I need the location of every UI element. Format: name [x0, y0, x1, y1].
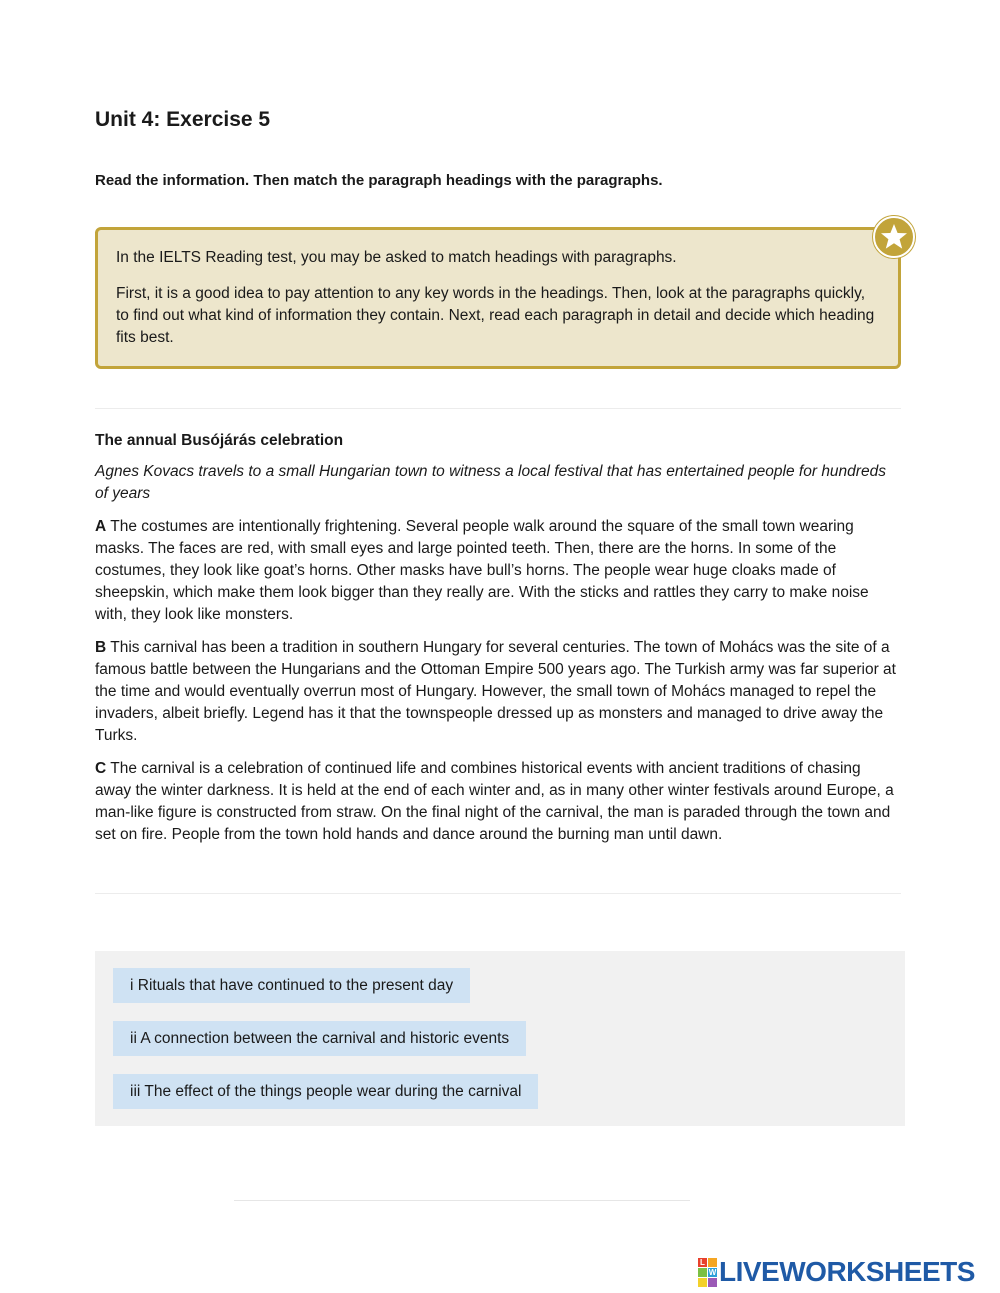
- paragraph-letter: C: [95, 760, 107, 777]
- liveworksheets-logo[interactable]: [698, 1258, 975, 1286]
- logo-text: LIVEWORKSHEETS: [719, 1256, 975, 1287]
- paragraph-text: The costumes are intentionally frightening. Several people walk around the square of the small town wearing masks. The faces are red, with small eyes and large pointed teeth. Then, there are the horns. In some of the costumes, they look like goat’s horns. Other masks have bull’s horns. The people wear huge cloaks made of sheepskin, which make them look bigger than they really are. With the sticks and rattles they carry to make noise with, they look like monsters.: [95, 518, 869, 623]
- star-icon: [873, 216, 915, 258]
- divider: [95, 408, 901, 409]
- logo-mark-square: [708, 1258, 717, 1267]
- article-subtitle: Agnes Kovacs travels to a small Hungarian town to witness a local festival that has entertained people for hundreds of years: [95, 463, 886, 502]
- headings-panel: [95, 951, 905, 1126]
- logo-mark-square: [698, 1278, 707, 1287]
- heading-option-ii[interactable]: ii A connection between the carnival and historic events: [113, 1021, 526, 1056]
- tip-paragraph: In the IELTS Reading test, you may be asked to match headings with paragraphs.: [116, 249, 677, 266]
- paragraph-b[interactable]: [95, 637, 901, 747]
- logo-mark-letter: L: [698, 1258, 707, 1267]
- logo-mark-icon: [698, 1258, 717, 1287]
- divider: [95, 893, 901, 894]
- logo-mark-square: [708, 1278, 717, 1287]
- paragraph-text: The carnival is a celebration of continued life and combines historical events with ancient traditions of chasing away the winter darkness. It is held at the end of each winter and, as in many other winter festivals around Europe, a man-like figure is constructed from straw. On the final night of the carnival, the man is paraded through the town and set on fire. People from the town hold hands and dance around the burning man until dawn.: [95, 760, 894, 843]
- article-heading: The annual Busójárás celebration: [95, 432, 344, 449]
- exercise-instruction: Read the information. Then match the paragraph headings with the paragraphs.: [95, 172, 663, 189]
- tip-paragraph: First, it is a good idea to pay attention to any key words in the headings. Then, look at the paragraphs quickly, to find out what kind of information they contain. Next, read each paragraph in detail and decide which heading fits best.: [116, 285, 875, 346]
- tip-box: [95, 227, 901, 369]
- footer-divider: [234, 1200, 690, 1201]
- heading-option-iii[interactable]: iii The effect of the things people wear during the carnival: [113, 1074, 538, 1109]
- paragraph-c[interactable]: [95, 758, 901, 846]
- paragraph-text: This carnival has been a tradition in southern Hungary for several centuries. The town of Mohács was the site of a famous battle between the Hungarians and the Ottoman Empire 500 years ago. The Turkish army was far superior at the time and would eventually overrun most of Hungary. However, the small town of Mohács managed to repel the invaders, albeit briefly. Legend has it that the townspeople dressed up as monsters and managed to drive away the Turks.: [95, 639, 896, 744]
- page-title: Unit 4: Exercise 5: [95, 108, 271, 131]
- paragraph-letter: B: [95, 639, 107, 656]
- logo-mark-square: [698, 1268, 707, 1277]
- article: [95, 430, 901, 857]
- heading-option-i[interactable]: i Rituals that have continued to the present day: [113, 968, 470, 1003]
- paragraph-letter: A: [95, 518, 107, 535]
- logo-mark-letter: W: [708, 1267, 717, 1277]
- paragraph-a[interactable]: [95, 516, 901, 626]
